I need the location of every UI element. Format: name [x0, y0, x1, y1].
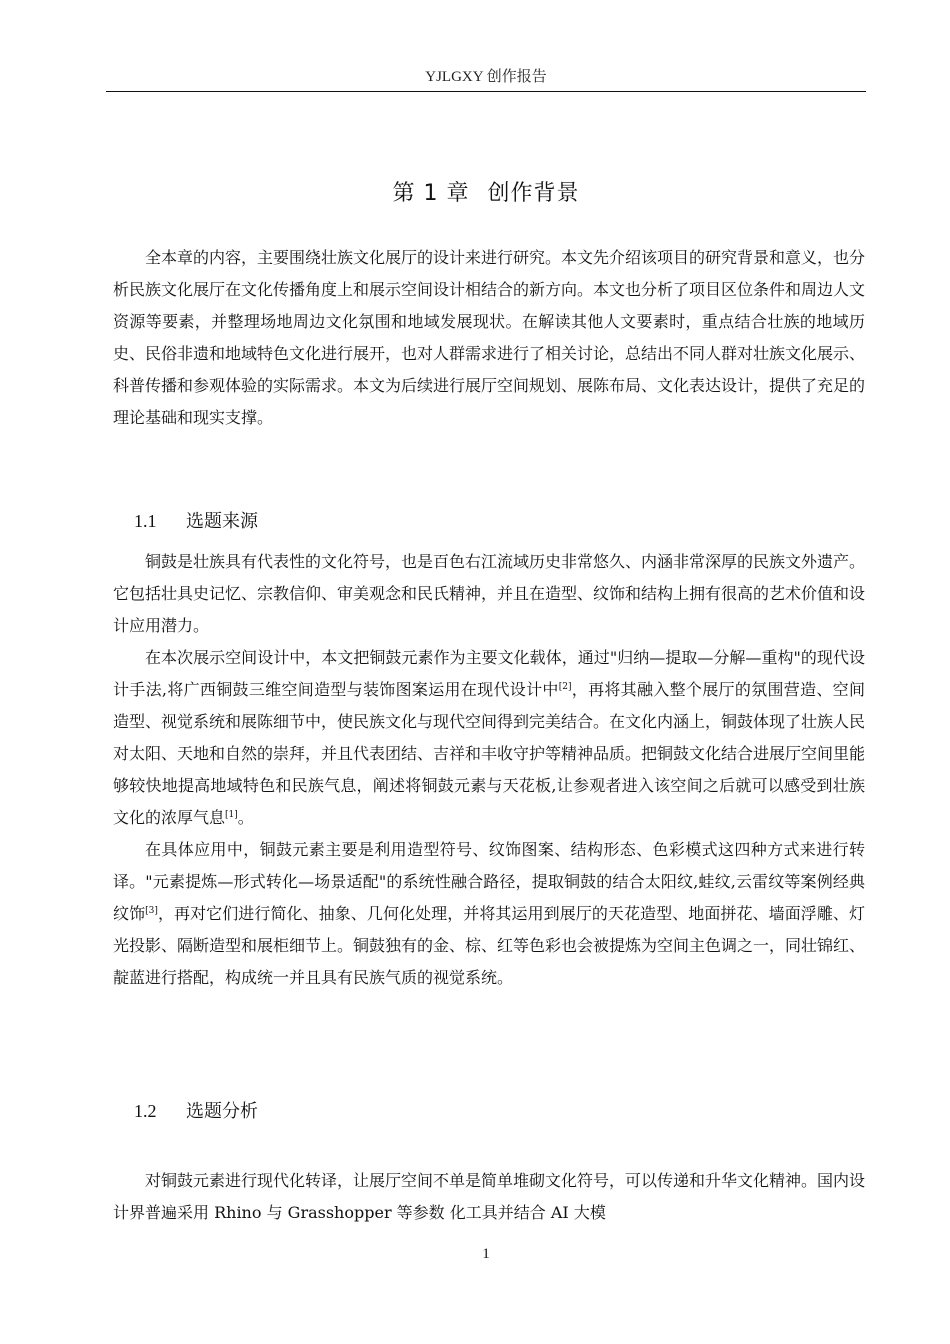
section-title: 选题分析	[186, 1101, 258, 1122]
section-number: 1.2	[134, 1101, 157, 1121]
section-title: 选题来源	[186, 511, 258, 532]
section-1-2-paragraph: 对铜鼓元素进行现代化转译，让展厅空间不单是简单堆砌文化符号，可以传递和升华文化精神。国内设计界普遍采用 Rhino 与 Grasshopper 等参数 化工具并结合 AI 大模	[113, 1171, 866, 1222]
paragraph-text: 。	[237, 808, 254, 827]
page-header: YJLGXY 创作报告	[425, 69, 547, 85]
section-number: 1.1	[134, 511, 157, 531]
section-heading-1-2	[134, 1097, 258, 1126]
intro-paragraph: 全本章的内容，主要围绕壮族文化展厅的设计来进行研究。本文先介绍该项目的研究背景和意义，也分析民族文化展厅在文化传播角度上和展示空间设计相结合的新方向。本文也分析了项目区位条件和周边人文资源等要素，并整理场地周边文化氛围和地域发展现状。在解读其他人文要素时，重点结合壮族的地域历史、民俗非遗和地域特色文化进行展开，也对人群需求进行了相关讨论，总结出不同人群对壮族文化展示、科普传播和参观体验的实际需求。本文为后续进行展厅空间规划、展陈布局、文化表达设计，提供了充足的理论基础和现实支撑。	[113, 248, 866, 427]
paragraph	[113, 834, 865, 994]
paragraph-text: ，再将其融入整个展厅的氛围营造、空间造型、视觉系统和展陈细节中，使民族文化与现代空间得到完美结合。在文化内涵上，铜鼓体现了壮族人民对太阳、天地和自然的崇拜，并且代表团结、吉祥和丰收守护等精神品质。把铜鼓文化结合进展厅空间里能够较快地提高地域特色和民族气息，阐述将铜鼓元素与天花板,让参观者进入该空间之后就可以感受到壮族文化的浓厚气息	[113, 680, 866, 827]
header-rule	[106, 91, 866, 92]
citation: [3]	[145, 906, 158, 916]
paragraph: 铜鼓是壮族具有代表性的文化符号，也是百色右江流域历史非常悠久、内涵非常深厚的民族文外遗产。它包括壮具史记忆、宗教信仰、审美观念和民氏精神，并且在造型、纹饰和结构上拥有很高的艺术价值和设计应用潜力。	[113, 552, 866, 635]
citation: [1]	[225, 810, 238, 820]
paragraph-text: 在具体应用中，铜鼓元素主要是利用造型符号、纹饰图案、结构形态、色彩模式这四种方式来进行转译。"元素提炼—形式转化—场景适配"的系统性融合路径，提取铜鼓的结合太阳纹,蛙纹,云雷纹等案例经典纹饰	[113, 840, 865, 923]
chapter-title-text: 创作背景	[487, 181, 580, 206]
citation: [2]	[558, 682, 572, 692]
paragraph-text: 在本次展示空间设计中，本文把铜鼓元素作为主要文化载体，通过"归纳—提取—分解—重构"的现代设计手法,将广西铜鼓三维空间造型与装饰图案运用在现代设计中	[113, 648, 865, 699]
section-heading-1-1	[134, 507, 258, 536]
page-number: 1	[482, 1246, 490, 1262]
paragraph-text: ，再对它们进行简化、抽象、几何化处理，并将其运用到展厅的天花造型、地面拼花、墙面浮雕、灯光投影、隔断造型和展柜细节上。铜鼓独有的金、棕、红等色彩也会被提炼为空间主色调之一，同壮锦红、靛蓝进行搭配，构成统一并且具有民族气质的视觉系统。	[113, 904, 866, 987]
chapter-number: 第 1 章	[392, 181, 470, 206]
section-1-1-body	[113, 546, 865, 994]
paragraph	[113, 642, 865, 834]
chapter-title	[106, 178, 866, 210]
